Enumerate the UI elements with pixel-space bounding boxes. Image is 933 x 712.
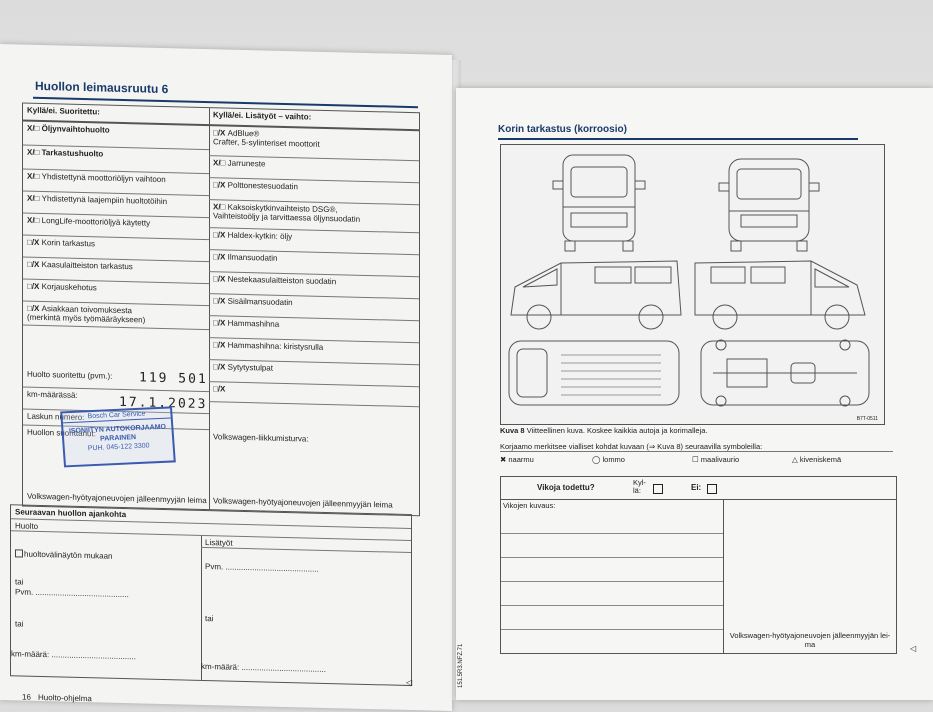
- symbol-dent: ◯ lommo: [592, 455, 625, 464]
- km-left: km-määrä: ......................................: [11, 649, 136, 662]
- km-right-label: km-määrä:: [201, 661, 240, 672]
- dealer-stamp: [60, 406, 176, 467]
- row-label: Korin tarkastus: [41, 238, 95, 249]
- page-footer: Huolto-ohjelma: [38, 692, 92, 704]
- defects-no-label: Ei:: [691, 483, 702, 492]
- yes-no-checkbox[interactable]: □/X: [213, 318, 228, 328]
- pvm-left: Pvm. ..........................................: [15, 587, 129, 600]
- desc-line: [501, 533, 723, 534]
- tai-1: tai: [15, 577, 24, 587]
- symbol-scratch: ✖ naarmu: [500, 455, 534, 464]
- defects-desc-label: Vikojen kuvaus:: [503, 501, 556, 510]
- row-label: Nestekaasulaitteiston suodatin: [227, 274, 337, 287]
- row-label: Asiakkaan toivomuksesta (merkintä myös työmääräykseen): [27, 304, 146, 325]
- yes-no-checkbox[interactable]: X/□: [27, 123, 42, 134]
- continue-arrow-icon: ◁: [406, 677, 413, 688]
- side-code: 151.5R3.NFZ.71: [458, 643, 464, 688]
- yes-no-checkbox[interactable]: □/X: [213, 252, 228, 262]
- yes-no-checkbox[interactable]: □/X: [213, 128, 228, 138]
- van-right-side-view: [695, 261, 865, 329]
- laskun-label: Laskun numero:: [27, 411, 85, 423]
- yes-no-checkbox[interactable]: □/X: [213, 180, 228, 190]
- desc-line: [501, 557, 723, 558]
- yes-no-checkbox[interactable]: □/X: [27, 237, 42, 248]
- row-label: Yhdistettynä moottoriöljyn vaihtoon: [41, 172, 166, 185]
- defects-question: Vikoja todettu?: [537, 483, 595, 492]
- van-rear-view: [719, 159, 819, 251]
- pvm-right: Pvm. ..........................................: [205, 562, 319, 574]
- desc-line: [501, 629, 723, 630]
- caption-label: Kuva 8: [500, 426, 525, 435]
- symbol-paint: ☐ maalivaurio: [692, 455, 740, 464]
- symbol-legend: [500, 455, 895, 464]
- row-label: Hammashihna: [227, 318, 280, 329]
- van-front-view: [553, 155, 645, 251]
- next-service-lisatyot: Lisätyöt: [201, 536, 411, 553]
- yes-no-checkbox[interactable]: □/X: [27, 259, 42, 270]
- vw-liikkumisturva: Volkswagen-liikkumisturva:: [213, 432, 309, 444]
- van-diagram[interactable]: [500, 144, 885, 425]
- interval-label: huoltovälinäytön mukaan: [24, 549, 113, 561]
- row-label: Jarruneste: [227, 158, 266, 169]
- right-title-rule: [498, 138, 858, 140]
- row-label: Hammashihna: kiristysrulla: [227, 340, 324, 352]
- yes-no-checkbox[interactable]: □/X: [213, 274, 228, 284]
- van-underbody-view: [701, 340, 869, 406]
- stamp-line1: Bosch Car Service: [62, 408, 170, 423]
- yes-no-checkbox[interactable]: □/X: [213, 362, 228, 372]
- desc-line: [501, 581, 723, 582]
- stamp-line3: PARAINEN: [99, 434, 137, 443]
- stamp-line2: ISONIITYN AUTOKORJAAMO: [68, 423, 167, 436]
- tai-3: tai: [15, 619, 24, 629]
- col2-header: Kyllä/ei. Lisätyöt – vaihto:: [209, 108, 419, 131]
- row-label: Yhdistettynä laajempiin huoltotöihin: [41, 194, 168, 207]
- left-page-title: Huollon leimausruutu 6: [35, 78, 169, 97]
- next-col-divider: [201, 536, 202, 680]
- row-label: Kaksoiskytkinvaihteisto DSG®, Vaihteistoöljy ja tarvittaessa öljynsuodatin: [213, 202, 361, 224]
- row-label: LongLife-moottoriöljyä käytetty: [41, 216, 151, 228]
- yes-no-checkbox[interactable]: X/□: [27, 147, 42, 158]
- row-label: Öljynvaihtohuolto: [41, 124, 110, 135]
- yes-no-checkbox[interactable]: □/X: [27, 303, 42, 314]
- defects-yes-checkbox[interactable]: [653, 484, 663, 494]
- footer-stamp-right: Volkswagen-hyötyajoneuvojen jälleenmyyjän leima: [213, 496, 393, 510]
- tai-2: tai: [205, 614, 214, 624]
- defects-yes-label: Kyl- lä:: [633, 478, 646, 495]
- km-label: km-määrässä:: [27, 389, 78, 400]
- diagram-code: B7T-0511: [856, 416, 878, 422]
- yes-no-checkbox[interactable]: □/X: [213, 230, 228, 240]
- row-label: AdBlue® Crafter, 5-sylinteriset moottorit: [213, 128, 320, 149]
- right-page: [456, 88, 933, 700]
- pvm-right-label: Pvm.: [205, 562, 224, 572]
- col1-row: [23, 302, 209, 331]
- symbol-chip: △ kiveniskemä: [792, 455, 842, 464]
- diagram-caption: [500, 426, 708, 435]
- right-page-title: Korin tarkastus (korroosio): [498, 124, 627, 135]
- handwritten-km: 119 501: [139, 370, 208, 388]
- page-number: 16: [22, 692, 31, 702]
- yes-no-checkbox[interactable]: □/X: [213, 296, 228, 306]
- yes-no-checkbox[interactable]: X/□: [27, 171, 42, 182]
- symbol-instruction: Korjaamo merkitsee vialliset kohdat kuvaan (⇒ Kuva 8) seuraavilla symboleilla:: [500, 442, 893, 452]
- defects-table: [500, 476, 897, 654]
- stamp-line4: PUH. 045-122 3300: [87, 442, 150, 453]
- col2-row: [209, 382, 419, 407]
- suorittanut-label: Huollon suorittanut:: [27, 427, 96, 439]
- yes-no-checkbox[interactable]: □/X: [213, 384, 228, 394]
- huolto-suoritettu-label: Huolto suoritettu (pvm.):: [27, 369, 113, 381]
- interval-option[interactable]: [15, 549, 113, 560]
- desc-line: [501, 605, 723, 606]
- row-label: Sisäilmansuodatin: [227, 296, 293, 308]
- left-page: [0, 44, 452, 711]
- next-service-huolto: Huolto: [11, 519, 411, 541]
- pvm-left-label: Pvm.: [15, 587, 34, 597]
- row-label: Kaasulaitteiston tarkastus: [41, 260, 133, 272]
- row-label: Ilmansuodatin: [227, 252, 278, 263]
- row-label: Sytytystulpat: [227, 362, 273, 373]
- yes-no-checkbox[interactable]: X/□: [213, 202, 228, 212]
- van-left-side-view: [511, 261, 681, 329]
- continue-arrow-right-icon: ◁: [910, 644, 917, 653]
- row-label: Haldex-kytkin: öljy: [227, 230, 293, 242]
- row-label: Polttonestesuodatin: [227, 180, 298, 192]
- defects-no-checkbox[interactable]: [707, 484, 717, 494]
- defects-stamp-label: Volkswagen-hyötyajoneuvojen jälleenmyyjän lei- ma: [729, 631, 891, 649]
- caption-text: Viitteellinen kuva. Koskee kaikkia autoja ja korimalleja.: [526, 426, 708, 435]
- row-label: Korjauskehotus: [41, 282, 97, 293]
- yes-no-checkbox[interactable]: □/X: [213, 340, 228, 350]
- next-service-title: Seuraavan huollon ajankohta: [11, 505, 411, 529]
- van-top-view: [509, 341, 679, 405]
- yes-no-checkbox[interactable]: X/□: [213, 158, 228, 168]
- interval-checkbox[interactable]: [15, 549, 23, 557]
- yes-no-checkbox[interactable]: X/□: [27, 215, 42, 226]
- km-left-label: km-määrä:: [11, 649, 50, 660]
- next-service-table: [10, 504, 412, 686]
- col1-header: Kyllä/ei. Suoritettu:: [23, 104, 209, 127]
- van-outline-svg: [501, 145, 884, 424]
- handwritten-date: 17.1.2023: [119, 394, 208, 413]
- yes-no-checkbox[interactable]: □/X: [27, 281, 42, 292]
- row-label: Tarkastushuolto: [41, 148, 104, 159]
- footer-stamp-left: Volkswagen-hyötyajoneuvojen jälleenmyyjän leima: [27, 491, 207, 506]
- defects-col-divider: [723, 499, 724, 653]
- yes-no-checkbox[interactable]: X/□: [27, 193, 42, 204]
- defects-header-row: [501, 477, 896, 500]
- km-right: km-määrä: ......................................: [201, 661, 326, 674]
